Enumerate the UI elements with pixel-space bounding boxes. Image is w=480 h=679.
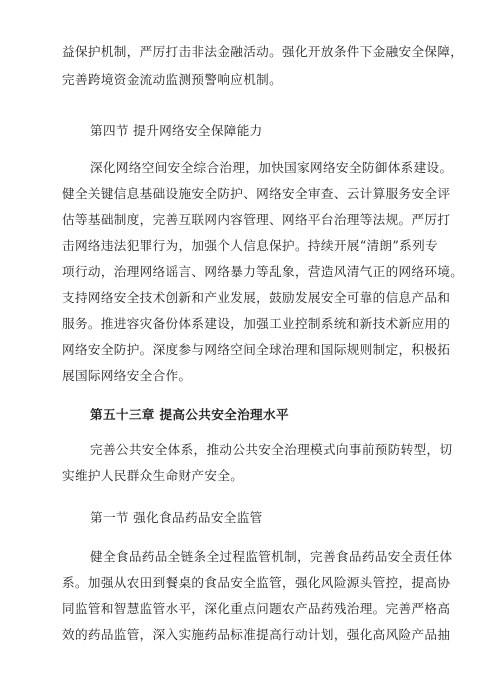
paragraph-line: 深化网络空间安全综合治理，加快国家网络安全防御体系建设。 — [90, 160, 453, 175]
chapter-title: 第五十三章 提高公共安全治理水平 — [90, 407, 289, 422]
paragraph-line: 健全关键信息基础设施安全防护、网络安全审查、云计算服务安全评 — [62, 186, 451, 201]
paragraph-line: 项行动，治理网络谣言、网络暴力等乱象，营造风清气正的网络环境。 — [62, 264, 464, 279]
paragraph-line: 击网络违法犯罪行为，加强个人信息保护。持续开展“清朗”系列专 — [62, 238, 439, 253]
paragraph-line: 实维护人民群众生命财产安全。 — [62, 468, 244, 483]
section-title: 第四节 提升网络安全保障能力 — [90, 123, 263, 138]
paragraph-line: 估等基础制度，完善互联网内容管理、网络平台治理等法规。严厉打 — [62, 212, 451, 227]
paragraph-line: 服务。推进容灾备份体系建设，加强工业控制系统和新技术新应用的 — [62, 316, 451, 331]
paragraph-line: 益保护机制，严厉打击非法金融活动。强化开放条件下金融安全保障， — [62, 44, 464, 59]
paragraph-line: 支持网络安全技术创新和产业发展，鼓励发展安全可靠的信息产品和 — [62, 290, 451, 305]
paragraph-line: 健全食品药品全链条全过程监管机制，完善食品药品安全责任体 — [90, 549, 453, 564]
paragraph-line: 展国际网络安全合作。 — [62, 368, 192, 383]
section-title: 第一节 强化食品药品安全监管 — [90, 510, 263, 525]
paragraph-line: 系。加强从农田到餐桌的食品安全监管，强化风险源头管控，提高协 — [62, 575, 451, 590]
paragraph-line: 效的药品监管，深入实施药品标准提高行动计划，强化高风险产品抽 — [62, 627, 451, 642]
paragraph-line: 网络安全防护。深度参与网络空间全球治理和国际规则制定，积极拓 — [62, 342, 451, 357]
paragraph-line: 完善跨境资金流动监测预警响应机制。 — [62, 72, 283, 87]
paragraph-line: 完善公共安全体系，推动公共安全治理模式向事前预防转型，切 — [90, 442, 453, 457]
paragraph-line: 同监管和智慧监管水平，深化重点问题农产品药残治理。完善严格高 — [62, 601, 451, 616]
